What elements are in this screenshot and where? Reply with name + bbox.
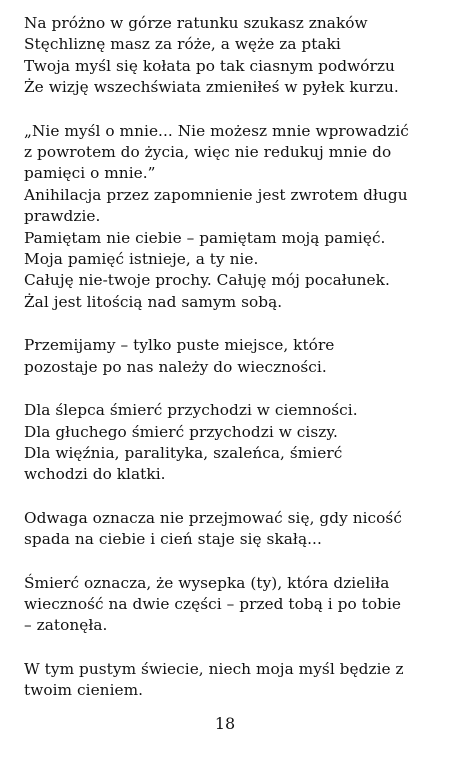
- poem-line: Dla więźnia, paralityka, szaleńca, śmierć: [24, 443, 343, 462]
- poem-line: Anihilacja przez zapomnienie jest zwrotem długu: [24, 185, 408, 204]
- stanza-6: [24, 573, 434, 637]
- poem-line: prawdzie.: [24, 207, 101, 226]
- poem-line: Twoja myśl się kołata po tak ciasnym podwórzu: [24, 56, 395, 75]
- poem-line: wieczność na dwie części – przed tobą i po tobie: [24, 594, 402, 613]
- poem-line: pamięci o mnie.”: [24, 164, 156, 183]
- poem-line: pozostaje po nas należy do wieczności.: [24, 357, 327, 376]
- poem-line: wchodzi do klatki.: [24, 465, 166, 484]
- poem-line: spada na ciebie i cień staje się skałą...: [24, 530, 322, 549]
- poem-line: Żal jest litością nad samym sobą.: [24, 292, 283, 311]
- stanza-3: [24, 335, 434, 378]
- stanza-4: [24, 400, 434, 486]
- stanza-5: [24, 508, 434, 551]
- poem-line: Całuję nie-twoje prochy. Całuję mój pocałunek.: [24, 271, 390, 290]
- poem-line: Pamiętam nie ciebie – pamiętam moją pamięć.: [24, 228, 386, 247]
- poem-line: twoim cieniem.: [24, 681, 144, 700]
- poem-line: Stęchliznę masz za róże, a węże za ptaki: [24, 35, 341, 54]
- poem-line: – zatonęła.: [24, 616, 108, 635]
- stanza-2: [24, 121, 434, 314]
- stanza-1: [24, 13, 434, 99]
- poem-line: Przemijamy – tylko puste miejsce, które: [24, 336, 335, 355]
- poem-line: Śmierć oznacza, że wysepka (ty), która dzieliła: [24, 573, 390, 592]
- poem-text: [24, 13, 434, 724]
- poem-line: Moja pamięć istnieje, a ty nie.: [24, 250, 259, 269]
- poem-line: „Nie myśl o mnie... Nie możesz mnie wprowadzić: [24, 121, 409, 140]
- page-number: 18: [214, 714, 236, 733]
- poem-line: Dla ślepca śmierć przychodzi w ciemności.: [24, 401, 358, 420]
- poem-line: W tym pustym świecie, niech moja myśl będzie z: [24, 659, 404, 678]
- poem-line: Odwaga oznacza nie przejmować się, gdy nicość: [24, 508, 402, 527]
- poem-line: Dla głuchego śmierć przychodzi w ciszy.: [24, 422, 338, 441]
- poem-line: Że wizję wszechświata zmieniłeś w pyłek kurzu.: [24, 78, 399, 97]
- poem-line: z powrotem do życia, więc nie redukuj mnie do: [24, 143, 392, 162]
- stanza-7: [24, 659, 434, 702]
- poem-line: Na próżno w górze ratunku szukasz znaków: [24, 14, 368, 32]
